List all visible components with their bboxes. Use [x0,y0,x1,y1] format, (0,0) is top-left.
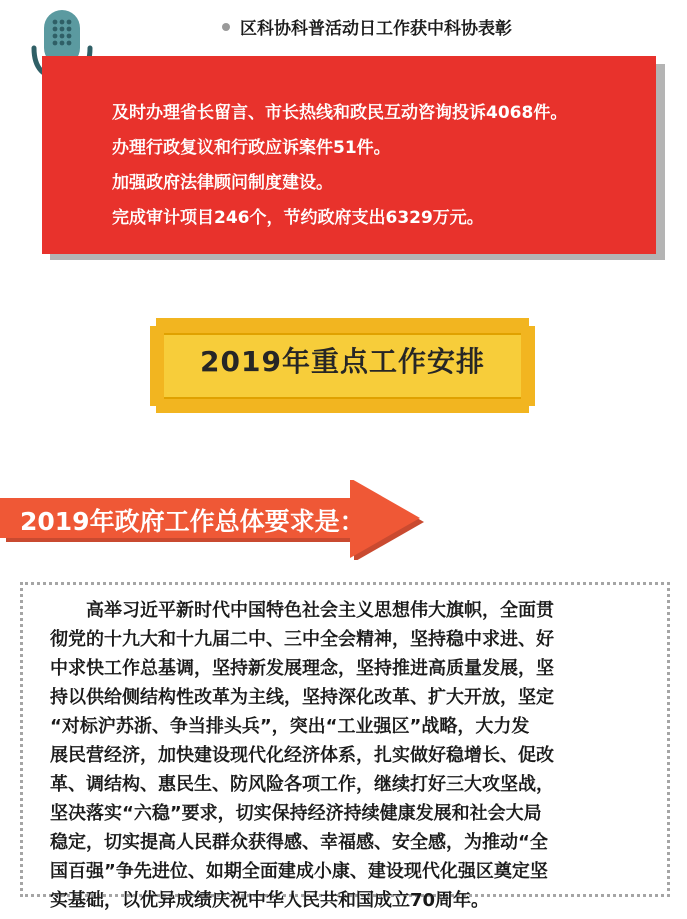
arrow-title: 2019年政府工作总体要求是： [20,507,365,536]
bullet-dot-icon [222,23,230,31]
red-box-line: 办理行政复议和行政应诉案件51件。 [112,138,391,158]
red-box-line: 完成审计项目246个，节约政府支出6329万元。 [112,208,484,228]
work-requirements-paragraph [50,596,650,915]
red-box-line: 加强政府法律顾问制度建设。 [112,173,333,193]
paragraph-line: 国百强”争先进位、如期全面建成小康、建设现代化强区奠定坚 [50,861,548,882]
red-box-line: 及时办理省长留言、市长热线和政民互动咨询投诉4068件。 [112,103,568,123]
paragraph-line: 中求快工作总基调，坚持新发展理念，坚持推进高质量发展，坚 [50,658,554,679]
top-notice-text: 区科协科普活动日工作获中科协表彰 [240,19,512,39]
paragraph-line: 高举习近平新时代中国特色社会主义思想伟大旗帜，全面贯 [50,600,554,621]
top-notice [222,14,512,39]
paragraph-line: 持以供给侧结构性改革为主线，坚持深化改革、扩大开放，坚定 [50,687,554,708]
paragraph-line: 彻党的十九大和十九届二中、三中全会精神，坚持稳中求进、好 [50,629,554,650]
paragraph-line: 稳定，切实提高人民群众获得感、幸福感、安全感，为推动“全 [50,832,548,853]
paragraph-line: 展民营经济，加快建设现代化经济体系，扎实做好稳增长、促改 [50,745,554,766]
red-summary-box [42,56,656,254]
paragraph-line: 实基础，以优异成绩庆祝中华人民共和国成立70周年。 [50,890,490,911]
banner-title: 2019年重点工作安排 [200,345,485,378]
paragraph-line: 坚决落实“六稳”要求，切实保持经济持续健康发展和社会大局 [50,803,542,824]
paragraph-line: 革、调结构、惠民生、防风险各项工作，继续打好三大攻坚战， [50,774,554,795]
paragraph-line: “对标沪苏浙、争当排头兵”，突出“工业强区”战略，大力发 [50,716,530,737]
